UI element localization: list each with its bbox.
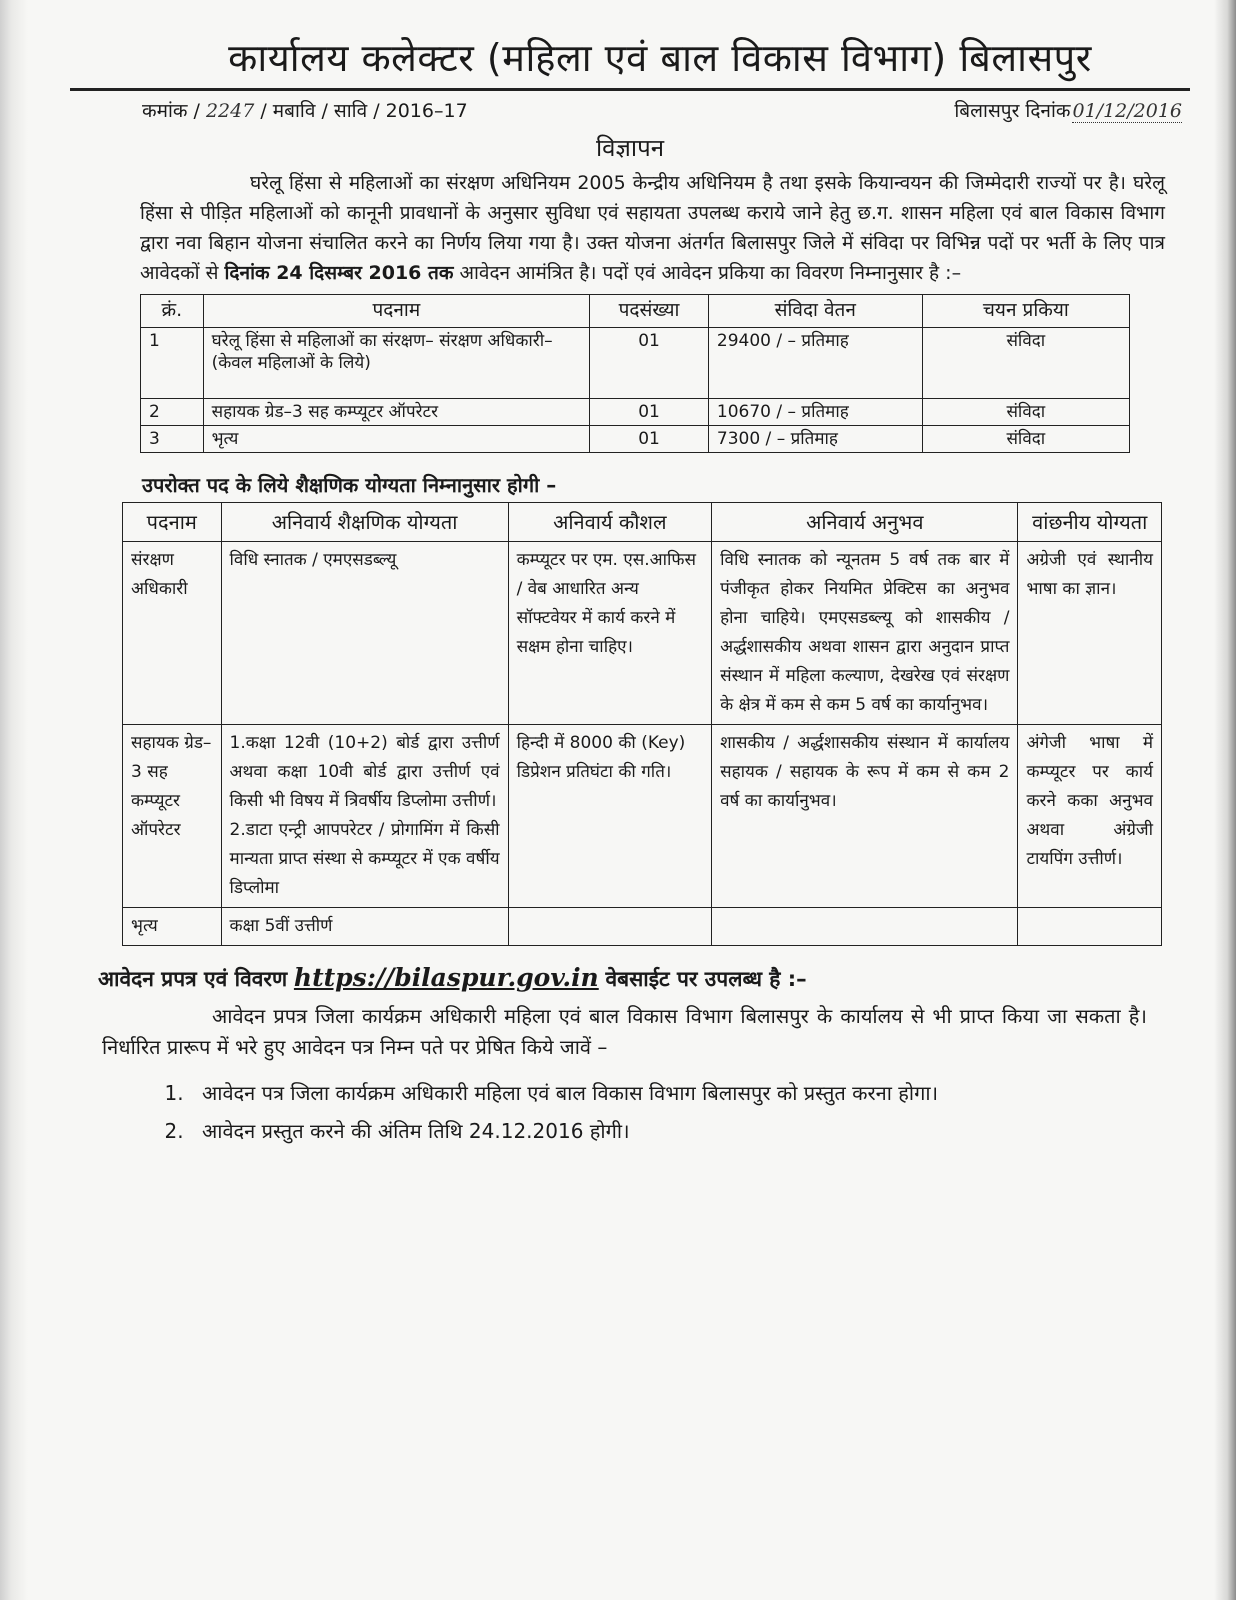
qual-education	[221, 725, 508, 908]
intro-paragraph	[140, 168, 1165, 288]
qualification-table	[122, 502, 1162, 946]
scan-edge-right	[1214, 0, 1236, 1600]
post-title: घरेलू हिंसा से महिलाओं का संरक्षण– संरक्षण अधिकारी– (केवल महिलाओं के लिये)	[203, 328, 590, 399]
table-row	[123, 542, 1162, 725]
apply-suffix: वेबसाईट पर उपलब्ध है :–	[605, 967, 807, 991]
qual-header-desirable: वांछनीय योग्यता	[1018, 503, 1162, 542]
table-row	[141, 426, 1130, 453]
post-selection: संविदा	[922, 426, 1129, 453]
posts-header-sno: क्रं.	[141, 295, 204, 328]
qual-experience	[712, 908, 1018, 946]
post-selection: संविदा	[922, 328, 1129, 399]
intro-tail: आवेदन आमंत्रित है। पदों एवं आवेदन प्रकिया का विवरण निम्नानुसार है :–	[453, 262, 962, 284]
application-steps	[190, 1077, 1140, 1147]
post-title: सहायक ग्रेड–3 सह कम्प्यूटर ऑपरेटर	[203, 399, 590, 426]
application-form-line	[98, 962, 1190, 995]
reference-number: कमांक / 2247 / मबावि / सावि / 2016–17	[142, 100, 468, 122]
post-count: 01	[590, 399, 709, 426]
notice-page	[70, 30, 1190, 1153]
qual-education: विधि स्नातक / एमएसडब्ल्यू	[221, 542, 508, 725]
qual-header-post: पदनाम	[123, 503, 222, 542]
date-label: बिलासपुर दिनांक	[954, 100, 1071, 122]
header-rule	[70, 88, 1190, 91]
post-salary: 7300 / – प्रतिमाह	[708, 426, 922, 453]
table-row	[141, 328, 1130, 399]
post-sno: 1	[141, 328, 204, 399]
reference-handwritten-number: 2247	[205, 100, 255, 122]
qual-experience: शासकीय / अर्द्धशासकीय संस्थान में कार्यालय सहायक / सहायक के रूप में कम से कम 2 वर्ष का कार्यानुभव।	[712, 725, 1018, 908]
qual-header-skill: अनिवार्य कौशल	[508, 503, 712, 542]
qual-education-option-2: 2.डाटा एन्ट्री आपपरेटर / प्रोगामिंग में किसी मान्यता प्राप्त संस्था से कम्प्यूटर में एक वर्षीय डिप्लोमा	[229, 820, 500, 898]
posts-table-header-row	[141, 295, 1130, 328]
availability-paragraph: आवेदन प्रपत्र जिला कार्यक्रम अधिकारी महिला एवं बाल विकास विभाग बिलासपुर के कार्यालय से भी प्राप्त किया जा सकता है। निर्धारित प्रारूप में भरे हुए आवेदन पत्र निम्न पते पर प्रेषित किये जावें –	[102, 1004, 1147, 1059]
qual-skill: कम्प्यूटर पर एम. एस.आफिस / वेब आधारित अन्य सॉफ्टवेयर में कार्य करने में सक्षम होना चाहिए।	[508, 542, 712, 725]
reference-prefix: कमांक	[142, 100, 188, 122]
post-sno: 2	[141, 399, 204, 426]
apply-prefix: आवेदन प्रपत्र एवं विवरण	[98, 967, 288, 991]
reference-line	[70, 97, 1190, 125]
table-row	[123, 725, 1162, 908]
qualification-heading: उपरोक्त पद के लिये शैक्षणिक योग्यता निम्नानुसार होगी –	[142, 473, 557, 497]
reference-date	[954, 97, 1182, 125]
qual-desirable: अंगेजी भाषा में कम्प्यूटर पर कार्य करने कका अनुभव अथवा अंग्रेजी टायपिंग उत्तीर्ण।	[1018, 725, 1162, 908]
list-item: 2. आवेदन प्रस्तुत करने की अंतिम तिथि 24.12.2016 होगी।	[190, 1115, 1140, 1147]
post-salary: 10670 / – प्रतिमाह	[708, 399, 922, 426]
qual-education-option-1: 1.कक्षा 12वी (10+2) बोर्ड द्वारा उत्तीर्ण अथवा कक्षा 10वी बोर्ड द्वारा उत्तीर्ण एवं किसी भी विषय में त्रिवर्षीय डिप्लोमा उत्तीर्ण।	[229, 733, 500, 811]
intro-deadline: दिनांक 24 दिसम्बर 2016 तक	[224, 262, 454, 284]
post-salary: 29400 / – प्रतिमाह	[708, 328, 922, 399]
posts-table	[140, 294, 1130, 453]
website-link[interactable]: https://bilaspur.gov.in	[293, 963, 599, 992]
qual-experience: विधि स्नातक को न्यूनतम 5 वर्ष तक बार में पंजीकृत होकर नियमित प्रेक्टिस का अनुभव होना चाहिये। एमएसडब्ल्यू को शासकीय / अर्द्धशासकीय अथवा शासन द्वारा अनुदान प्राप्त संस्थान में महिला कल्याण, देखरेख एवं संरक्षण के क्षेत्र में कम से कम 5 वर्ष का कार्यानुभव।	[712, 542, 1018, 725]
qual-desirable: अग्रेजी एवं स्थानीय भाषा का ज्ञान।	[1018, 542, 1162, 725]
post-sno: 3	[141, 426, 204, 453]
intro-text: घरेलू हिंसा से महिलाओं का संरक्षण अधिनियम 2005 केन्द्रीय अधिनियम है तथा इसके कियान्वयन की जिम्मेदारी राज्यों पर है। घरेलू हिंसा से पीड़ित महिलाओं को कानूनी प्रावधानों के अनुसार सुविधा एवं सहायता उपलब्ध कराये जाने हेतु छ.ग. शासन महिला एवं बाल विकास विभाग द्वारा नवा बिहान योजना संचालित करने का निर्णय लिया गया है। उक्त योजना अंतर्गत बिलासपुर जिले में संविदा पर विभिन्न पदों पर भर्ती के लिए पात्र आवेदकों से	[140, 172, 1165, 284]
office-title: कार्यालय कलेक्टर (महिला एवं बाल विकास विभाग) बिलासपुर	[228, 36, 1092, 80]
advertisement-heading: विज्ञापन	[595, 134, 665, 162]
posts-header-selection: चयन प्रकिया	[922, 295, 1129, 328]
qual-desirable	[1018, 908, 1162, 946]
post-selection: संविदा	[922, 399, 1129, 426]
list-item: 1. आवेदन पत्र जिला कार्यक्रम अधिकारी महिला एवं बाल विकास विभाग बिलासपुर को प्रस्तुत करना होगा।	[190, 1077, 1140, 1109]
qual-education: कक्षा 5वीं उत्तीर्ण	[221, 908, 508, 946]
posts-header-title: पदनाम	[203, 295, 590, 328]
post-count: 01	[590, 328, 709, 399]
qual-post: सहायक ग्रेड–3 सह कम्प्यूटर ऑपरेटर	[123, 725, 222, 908]
qual-skill	[508, 908, 712, 946]
scan-edge-left	[0, 0, 28, 1600]
qual-header-education: अनिवार्य शैक्षणिक योग्यता	[221, 503, 508, 542]
qual-skill: हिन्दी में 8000 की (Key) डिप्रेशन प्रतिघंटा की गति।	[508, 725, 712, 908]
qual-post: संरक्षण अधिकारी	[123, 542, 222, 725]
posts-header-salary: संविदा वेतन	[708, 295, 922, 328]
post-count: 01	[590, 426, 709, 453]
qual-post: भृत्य	[123, 908, 222, 946]
qualification-header-row	[123, 503, 1162, 542]
date-value: 01/12/2016	[1072, 100, 1182, 122]
table-row	[123, 908, 1162, 946]
table-row	[141, 399, 1130, 426]
post-title: भृत्य	[203, 426, 590, 453]
reference-suffix: / मबावि / सावि / 2016–17	[260, 100, 468, 122]
posts-header-count: पदसंख्या	[590, 295, 709, 328]
qual-header-experience: अनिवार्य अनुभव	[712, 503, 1018, 542]
